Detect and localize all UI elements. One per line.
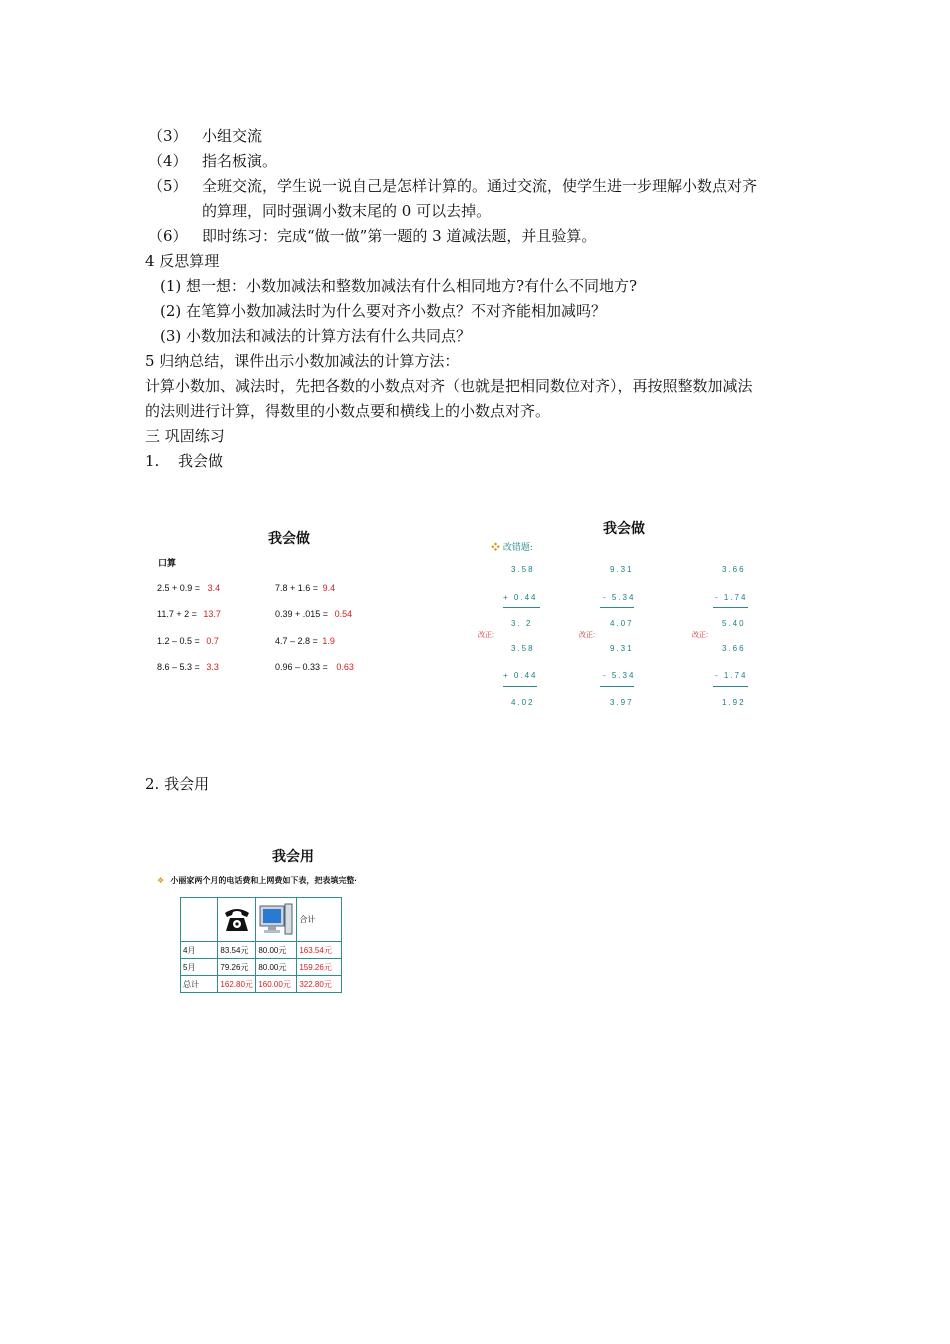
problem-number: 9.31 xyxy=(610,644,634,653)
item-text: 小组交流 xyxy=(202,127,263,145)
table-row: 总计 162.80元 160.00元 322.80元 xyxy=(181,976,342,993)
difference-line xyxy=(713,607,748,608)
fee-table xyxy=(180,897,342,993)
problem-number: 3.58 xyxy=(511,644,535,653)
table-row: 4月 83.54元 80.00元 163.54元 xyxy=(181,942,342,959)
exercise-2-heading: 2. 我会用 xyxy=(145,775,210,793)
sum-line xyxy=(503,607,540,608)
slide2-label: ❖ 改错题: xyxy=(491,543,533,553)
slide1-title: 我会做 xyxy=(268,530,310,546)
table-header-row xyxy=(181,898,342,942)
section-3-heading: 三 巩固练习 xyxy=(145,427,225,445)
item-3 xyxy=(148,126,263,146)
problem-number: - 5.34 xyxy=(603,593,636,602)
section-5-heading: 5 归纳总结，课件出示小数加减法的计算方法： xyxy=(145,352,460,370)
computer-icon xyxy=(258,901,294,937)
item-5 xyxy=(148,176,758,196)
internet-header-cell xyxy=(256,898,297,942)
question-3: (3) 小数加法和减法的计算方法有什么共同点？ xyxy=(160,327,472,345)
method-paragraph-line2: 的法则进行计算，得数里的小数点要和横线上的小数点对齐。 xyxy=(145,402,551,420)
mental-math-item: 8.6 – 5.3 = 3.3 xyxy=(157,662,219,672)
problem-number: - 5.34 xyxy=(603,671,636,680)
item-4 xyxy=(148,151,278,171)
diamond-bullet-icon: ❖ xyxy=(157,876,165,885)
telephone-header-cell xyxy=(218,898,256,942)
exercise-title: 我会做 xyxy=(178,452,224,470)
correction-label: 改正: xyxy=(579,632,595,639)
problem-number: 9.31 xyxy=(610,565,634,574)
sum-line xyxy=(503,686,537,687)
correction-label: 改正: xyxy=(478,632,494,639)
mental-math-item: 1.2 – 0.5 = 0.7 xyxy=(157,636,219,646)
mental-math-item: 4.7 – 2.8 = 1.9 xyxy=(275,636,335,646)
wrong-answer: 4.07 xyxy=(610,619,634,628)
item-number: （3） xyxy=(148,127,188,145)
telephone-icon xyxy=(222,904,252,934)
problem-number: + 0.44 xyxy=(503,671,538,680)
slide2-title: 我会做 xyxy=(603,520,645,536)
exercise-number: 1. xyxy=(145,452,160,470)
item-text: 指名板演。 xyxy=(202,152,278,170)
slide3-title: 我会用 xyxy=(272,848,314,864)
item-number: （4） xyxy=(148,152,188,170)
item-number: （6） xyxy=(148,227,188,245)
correct-answer: 1.92 xyxy=(722,698,746,707)
difference-line xyxy=(600,607,634,608)
diamond-bullet-icon: ❖ xyxy=(491,543,501,553)
question-1: (1) 想一想：小数加减法和整数加减法有什么相同地方?有什么不同地方? xyxy=(160,277,638,295)
correct-answer: 4.02 xyxy=(511,698,535,707)
method-paragraph-line1: 计算小数加、减法时，先把各数的小数点对齐（也就是把相同数位对齐），再按照整数加减法 xyxy=(145,377,753,395)
correct-answer: 3.97 xyxy=(610,698,634,707)
mental-math-item: 0.39 + .015 = 0.54 xyxy=(275,609,353,619)
problem-number: - 1.74 xyxy=(715,593,748,602)
total-header-cell: 合计 xyxy=(297,898,342,942)
slide3-description: ❖ 小丽家两个月的电话费和上网费如下表，把表填完整· xyxy=(157,876,358,885)
correction-label: 改正: xyxy=(692,632,708,639)
empty-header-cell xyxy=(181,898,218,942)
problem-number: 3.66 xyxy=(722,644,746,653)
problem-number: - 1.74 xyxy=(715,671,748,680)
mental-math-item: 11.7 + 2 = 13.7 xyxy=(157,609,221,619)
question-2: (2) 在笔算小数加减法时为什么要对齐小数点？不对齐能相加减吗？ xyxy=(160,302,607,320)
section-4-heading: 4 反思算理 xyxy=(145,252,220,270)
wrong-answer: 5.40 xyxy=(722,619,746,628)
mental-math-item: 7.8 + 1.6 = 9.4 xyxy=(275,583,336,593)
item-text: 全班交流，学生说一说自己是怎样计算的。通过交流，使学生进一步理解小数点对齐 xyxy=(202,177,758,195)
problem-number: 3.66 xyxy=(722,565,746,574)
difference-line xyxy=(713,686,748,687)
item-5-continued: 的算理，同时强调小数末尾的 0 可以去掉。 xyxy=(202,202,492,220)
item-number: （5） xyxy=(148,177,188,195)
item-6 xyxy=(148,226,597,246)
wrong-answer: 3. 2 xyxy=(511,619,533,628)
mental-math-item: 2.5 + 0.9 = 3.4 xyxy=(157,583,221,593)
exercise-1-heading xyxy=(145,451,224,471)
slide1-subtitle: 口算 xyxy=(158,558,177,568)
difference-line xyxy=(600,686,634,687)
problem-number: 3.58 xyxy=(511,565,535,574)
problem-number: + 0.44 xyxy=(503,593,538,602)
table-row: 5月 79.26元 80.00元 159.26元 xyxy=(181,959,342,976)
mental-math-item: 0.96 – 0.33 = 0.63 xyxy=(275,662,354,672)
item-text: 即时练习：完成“做一做”第一题的 3 道减法题，并且验算。 xyxy=(202,227,597,245)
